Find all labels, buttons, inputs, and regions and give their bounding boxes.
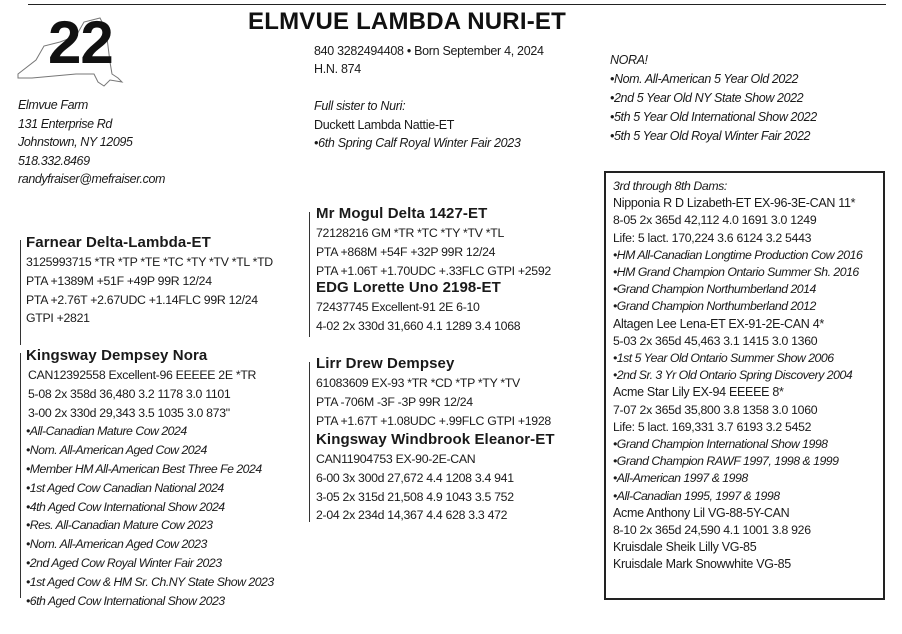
- ancestor-dam-name: Acme Star Lily EX-94 EEEEE 8*: [613, 385, 784, 400]
- pedigree-bracket: [309, 212, 310, 337]
- ancestor-dam-name: Nipponia R D Lizabeth-ET EX-96-3E-CAN 11*: [613, 196, 856, 211]
- sister-note-lead: Full sister to Nuri:: [314, 99, 406, 113]
- sire-line: PTA +2.76T +2.67UDC +1.14FLC 99R 12/24: [26, 292, 258, 307]
- pedigree-bracket: [20, 240, 21, 345]
- sire-line: GTPI +2821: [26, 311, 90, 326]
- sire-sire-name: Mr Mogul Delta 1427-ET: [316, 205, 488, 222]
- dam-line: 3-00 2x 330d 29,343 3.5 1035 3.0 873": [28, 405, 230, 420]
- sister-note: [314, 97, 521, 153]
- nora-item: •5th 5 Year Old Royal Winter Fair 2022: [610, 129, 811, 143]
- sire-name: Farnear Delta-Lambda-ET: [26, 234, 211, 251]
- sire-sire-line: PTA +868M +54F +32P 99R 12/24: [316, 244, 496, 259]
- sire-dam-line: 72437745 Excellent-91 2E 6-10: [316, 300, 480, 314]
- sire-line: PTA +1389M +51F +49P 99R 12/24: [26, 273, 212, 288]
- ancestor-dam-name: Acme Anthony Lil VG-88-5Y-CAN: [613, 505, 790, 520]
- ancestor-dam-award: •2nd Sr. 3 Yr Old Ontario Spring Discovery 2004: [613, 368, 853, 383]
- sire-sire-line: 72128216 GM *TR *TC *TY *TV *TL: [316, 226, 504, 240]
- farm-phone: 518.332.8469: [18, 153, 90, 168]
- dam-block: [26, 346, 274, 610]
- farm-name: Elmvue Farm: [18, 98, 88, 112]
- dam-award: •Nom. All-American Aged Cow 2024: [26, 443, 207, 458]
- dam-award: •Member HM All-American Best Three Fe 2024: [26, 461, 262, 476]
- ancestor-dam-name: Altagen Lee Lena-ET EX-91-2E-CAN 4*: [613, 316, 824, 331]
- dam-sire-line: 61083609 EX-93 *TR *CD *TP *TY *TV: [316, 376, 520, 390]
- ancestor-dams-heading: 3rd through 8th Dams:: [613, 179, 727, 193]
- dam-award: •6th Aged Cow International Show 2023: [26, 593, 225, 608]
- page-title: ELMVUE LAMBDA NURI-ET: [248, 8, 566, 35]
- ancestor-dam-record: 8-10 2x 365d 24,590 4.1 1001 3.8 926: [613, 523, 811, 538]
- ancestor-dam-award: •1st 5 Year Old Ontario Summer Show 2006: [613, 351, 834, 366]
- ancestor-dam-award: •HM Grand Champion Ontario Summer Sh. 2016: [613, 265, 859, 280]
- dam-dam-block: [316, 430, 555, 525]
- farm-contact: [18, 96, 165, 189]
- ancestor-dam-award: •Grand Champion Northumberland 2012: [613, 299, 816, 314]
- dam-sire-block: [316, 354, 551, 430]
- ancestor-dam-award: •All-American 1997 & 1998: [613, 471, 748, 486]
- ancestor-dam-record: Life: 5 lact. 169,331 3.7 6193 3.2 5452: [613, 419, 812, 434]
- herd-number: H.N. 874: [314, 62, 361, 76]
- dam-dam-name: Kingsway Windbrook Eleanor-ET: [316, 431, 555, 448]
- sire-sire-block: [316, 204, 551, 280]
- ancestor-dam-award: •All-Canadian 1995, 1997 & 1998: [613, 488, 780, 503]
- dam-award: •1st Aged Cow & HM Sr. Ch.NY State Show 2023: [26, 574, 274, 589]
- ancestor-dam-award: •Grand Champion RAWF 1997, 1998 & 1999: [613, 454, 839, 469]
- farm-address: 131 Enterprise Rd: [18, 116, 112, 131]
- ancestor-dam-name: Kruisdale Sheik Lilly VG-85: [613, 540, 757, 555]
- nora-item: •5th 5 Year Old International Show 2022: [610, 110, 817, 124]
- ancestor-dam-record: 5-03 2x 365d 45,463 3.1 1415 3.0 1360: [613, 333, 818, 348]
- dam-dam-line: 3-05 2x 315d 21,508 4.9 1043 3.5 752: [316, 489, 514, 504]
- ancestor-dam-record: 8-05 2x 365d 42,112 4.0 1691 3.0 1249: [613, 213, 817, 228]
- sire-dam-line: 4-02 2x 330d 31,660 4.1 1289 3.4 1068: [316, 318, 521, 333]
- lot-number: 22: [48, 9, 113, 76]
- ancestor-dams-box: [604, 171, 885, 600]
- ancestor-dam-award: •Grand Champion International Show 1998: [613, 437, 828, 452]
- dam-sire-name: Lirr Drew Dempsey: [316, 355, 455, 372]
- pedigree-bracket: [309, 362, 310, 522]
- farm-city: Johnstown, NY 12095: [18, 135, 133, 150]
- ancestor-dam-award: •Grand Champion Northumberland 2014: [613, 282, 816, 297]
- ancestor-dam-record: 7-07 2x 365d 35,800 3.8 1358 3.0 1060: [613, 402, 818, 417]
- dam-line: CAN12392558 Excellent-96 EEEEE 2E *TR: [28, 368, 257, 382]
- farm-email: randyfraiser@mefraiser.com: [18, 172, 166, 187]
- nora-item: •Nom. All-American 5 Year Old 2022: [610, 72, 799, 86]
- nora-item: •2nd 5 Year Old NY State Show 2022: [610, 91, 804, 105]
- dam-award: •2nd Aged Cow Royal Winter Fair 2023: [26, 555, 222, 570]
- nora-highlights: [610, 51, 817, 146]
- dam-sire-line: PTA +1.67T +1.08UDC +.99FLC GTPI +1928: [316, 413, 551, 428]
- dam-name: Kingsway Dempsey Nora: [26, 347, 208, 364]
- sire-sire-line: PTA +1.06T +1.70UDC +.33FLC GTPI +2592: [316, 263, 551, 278]
- dam-dam-line: 2-04 2x 234d 14,367 4.4 628 3.3 472: [316, 508, 508, 523]
- sire-block: [26, 233, 273, 328]
- dam-award: •All-Canadian Mature Cow 2024: [26, 424, 187, 439]
- sister-award: •6th Spring Calf Royal Winter Fair 2023: [314, 136, 521, 150]
- dam-dam-line: CAN11904753 EX-90-2E-CAN: [316, 452, 476, 466]
- dam-dam-line: 6-00 3x 300d 27,672 4.4 1208 3.4 941: [316, 470, 514, 485]
- dam-line: 5-08 2x 358d 36,480 3.2 1178 3.0 1101: [28, 386, 231, 401]
- ancestor-dam-record: Life: 5 lact. 170,224 3.6 6124 3.2 5443: [613, 230, 812, 245]
- sire-line: 3125993715 *TR *TP *TE *TC *TY *TV *TL *TD: [26, 255, 273, 269]
- pedigree-bracket: [20, 353, 21, 598]
- registration-line: 840 3282494408 • Born September 4, 2024: [314, 44, 544, 58]
- sire-dam-name: EDG Lorette Uno 2198-ET: [316, 279, 501, 296]
- dam-sire-line: PTA -706M -3F -3P 99R 12/24: [316, 394, 473, 409]
- ancestor-dam-award: •HM All-Canadian Longtime Production Cow 2016: [613, 247, 863, 262]
- ancestor-dam-name: Kruisdale Mark Snowwhite VG-85: [613, 557, 791, 572]
- dam-award: •Res. All-Canadian Mature Cow 2023: [26, 518, 213, 533]
- nora-heading: NORA!: [610, 53, 648, 67]
- registration-info: [314, 42, 544, 78]
- dam-award: •Nom. All-American Aged Cow 2023: [26, 537, 207, 552]
- dam-award: •4th Aged Cow International Show 2024: [26, 499, 225, 514]
- top-rule: [28, 4, 886, 5]
- sister-name: Duckett Lambda Nattie-ET: [314, 117, 455, 132]
- dam-award: •1st Aged Cow Canadian National 2024: [26, 480, 224, 495]
- sire-dam-block: [316, 278, 520, 336]
